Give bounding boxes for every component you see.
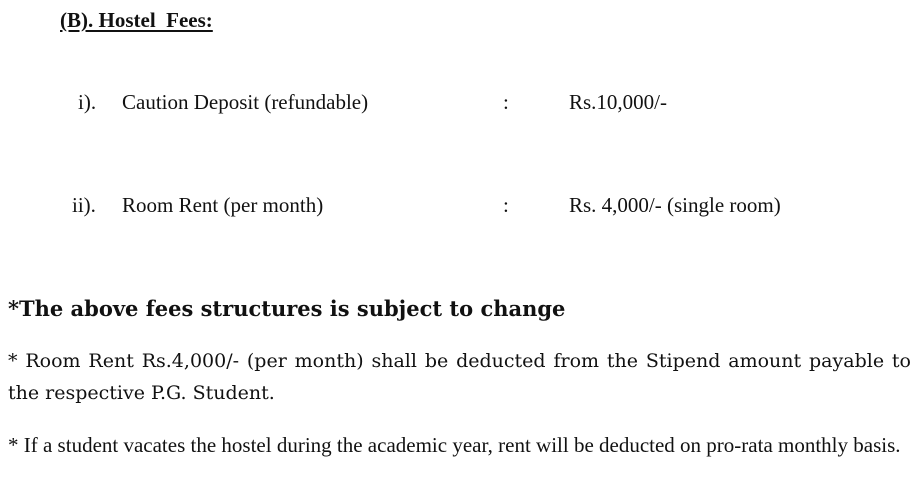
fee-item-label: Caution Deposit (refundable) (122, 90, 369, 114)
section-heading: (B). Hostel Fees: (60, 8, 213, 32)
fee-item-number: i). (78, 90, 97, 114)
fee-item-label: Room Rent (per month) (122, 193, 324, 217)
fees-change-disclaimer: *The above fees structures is subject to change (8, 296, 566, 321)
fee-item-separator: : (503, 193, 509, 217)
fee-row-room-rent (0, 193, 918, 223)
fee-item-number: ii). (72, 193, 96, 217)
stipend-deduction-note: * Room Rent Rs.4,000/- (per month) shall be deducted from the Stipend amount payable to the respective P.G. Student. (8, 350, 911, 404)
fee-item-amount: Rs.10,000/- (569, 90, 668, 114)
fee-row-caution-deposit (0, 90, 918, 120)
fee-item-separator: : (503, 90, 509, 114)
fee-item-amount: Rs. 4,000/- (single room) (569, 193, 781, 217)
vacate-prorata-note: * If a student vacates the hostel during the academic year, rent will be deducted on pro-rata monthly basis. (8, 433, 901, 457)
